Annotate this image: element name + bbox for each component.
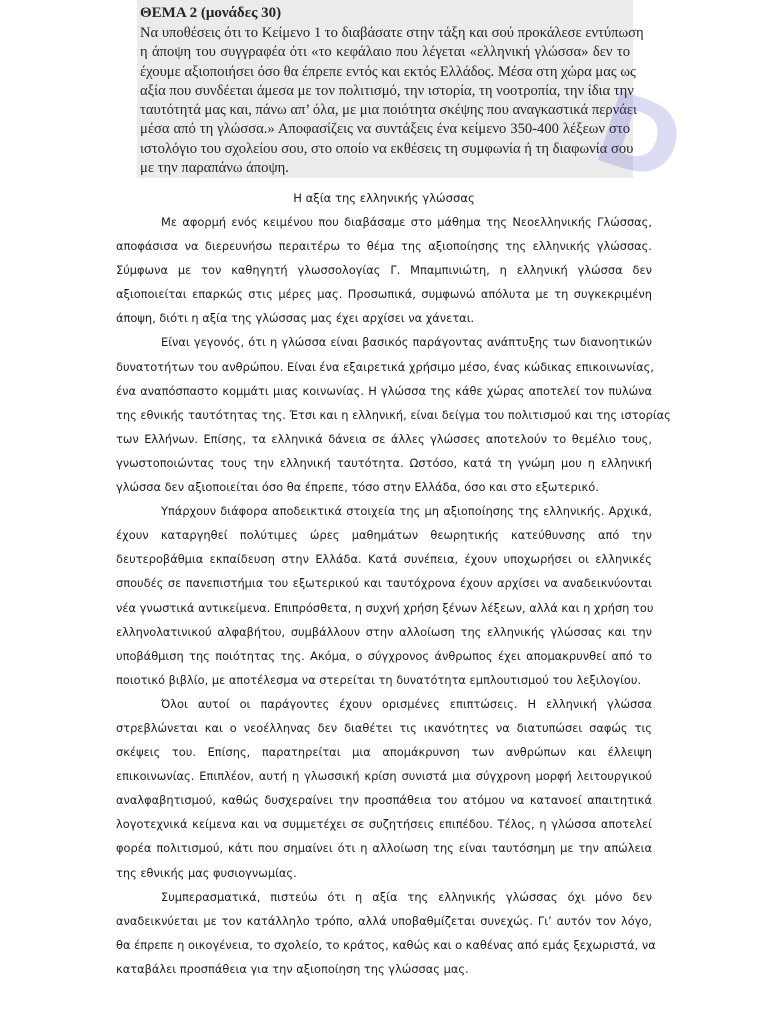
essay-line: Όλοι αυτοί οι παράγοντες έχουν ορισμένες επιπτώσεις. Η ελληνική γλώσσα xyxy=(161,696,652,711)
essay-line: θα έπρεπε η οικογένεια, το σχολείο, το κράτος, καθώς και ο καθένας από εμάς ξεχωριστά, να xyxy=(116,937,656,952)
essay-line: Με αφορμή ενός κειμένου που διαβάσαμε στο μάθημα της Νεοελληνικής Γλώσσας, xyxy=(161,215,652,229)
essay-line: Συμπερασματικά, πιστεύω ότι η αξία της ελληνικής γλώσσας όχι μόνο δεν xyxy=(161,889,652,904)
essay-paragraph-2 xyxy=(116,330,671,499)
prompt-line: ιστολόγιο του σχολείου σου, στο οποίο να εκθέσεις τη συμφωνία ή τη διαφωνία σου xyxy=(140,140,634,157)
prompt-line: μέσα από τη γλώσσα.» Αποφασίζεις να συντάξεις ένα κείμενο 350-400 λέξεων στο xyxy=(140,121,630,138)
essay-paragraph-3 xyxy=(116,499,652,692)
essay-line: νέα γνωστικά αντικείμενα. Επιπρόσθετα, η συχνή χρήση ξένων λέξεων, αλλά και η χρήση του xyxy=(116,600,654,615)
essay-line: αναδεικνύεται με τον κατάλληλο τρόπο, αλλά υποβαθμίζεται συνεχώς. Γι’ αυτόν τον λόγο, xyxy=(116,913,652,928)
watermark-mark: D xyxy=(581,68,697,206)
essay-line: δευτεροβάθμια εκπαίδευση στην Ελλάδα. Κατά συνέπεια, έχουν υποχωρήσει οι ελληνικές xyxy=(116,552,652,567)
essay-paragraph-4 xyxy=(116,692,652,885)
essay-line: Είναι γεγονός, ότι η γλώσσα είναι βασικός παράγοντας ανάπτυξης των διανοητικών xyxy=(161,335,652,350)
essay-line: των Ελλήνων. Επίσης, τα ελληνικά δάνεια σε άλλες γλώσσες αποτελούν το θεμέλιο τους, xyxy=(116,431,652,446)
essay-line: της εθνικής μας φυσιογνωμίας. xyxy=(116,865,297,880)
essay-line: γνωστοποιώντας τους την ελληνική ταυτότητα. Ωστόσο, κατά τη γνώμη μου η ελληνική xyxy=(116,455,652,470)
essay-line: ελληνολατινικού αλφαβήτου, συμβάλλουν στην αλλοίωση της ελληνικής γλώσσας και την xyxy=(116,624,652,639)
essay-line: Υπάρχουν διάφορα αποδεικτικά στοιχεία της μη αξιοποίησης της ελληνικής. Αρχικά, xyxy=(161,504,652,519)
essay-line: ένα αναπόσπαστο κομμάτι μιας κοινωνίας. Η γλώσσα της κάθε χώρας αποτελεί τον πυλώνα xyxy=(116,383,652,398)
essay-line: υποβάθμιση της ποιότητας της. Ακόμα, ο σύγχρονος άνθρωπος έχει απομακρυνθεί από το xyxy=(116,648,652,663)
prompt-line: η άποψη του συγγραφέα ότι «το κεφάλαιο που λέγεται «ελληνική γλώσσα» δεν το xyxy=(140,44,630,61)
essay-line: αποφάσισα να διερευνήσω περαιτέρω το θέμα της αξιοποίησης της ελληνικής γλώσσας. xyxy=(116,239,652,254)
essay-title: Η αξία της ελληνικής γλώσσας xyxy=(293,191,475,205)
essay-line: Σύμφωνα με τον καθηγητή γλωσσολογίας Γ. Μπαμπινιώτη, η ελληνική γλώσσα δεν xyxy=(116,263,652,278)
essay-line: φορέα πολιτισμού, κάτι που σημαίνει ότι η αλλοίωση της είναι ταυτόσημη με την απώλεια xyxy=(116,841,652,856)
prompt-line: ταυτότητά μας και, πάνω απ’ όλα, με μια ποιότητα σκέψης που αναγκαστικά περνάει xyxy=(140,102,637,119)
essay xyxy=(116,186,671,981)
essay-line: λογοτεχνικά κείμενα και να συμμετέχει σε συζητήσεις επιπέδου. Τέλος, η γλώσσα αποτελεί xyxy=(116,817,652,832)
prompt-line: έχουμε αξιοποιήσει όσο θα έπρεπε εντός και εκτός Ελλάδος. Μέσα στη χώρα μας ως xyxy=(140,63,636,80)
prompt-title: ΘΕΜΑ 2 (μονάδες 30) xyxy=(140,5,282,21)
essay-line: σπουδές σε πανεπιστήμια του εξωτερικού και ταυτόχρονα έχουν αρχίσει να αναδεικνύονται xyxy=(116,576,652,591)
essay-paragraph-5 xyxy=(116,885,656,981)
essay-line: σκέψεις του. Επίσης, παρατηρείται μια απομάκρυνση των ανθρώπων και έλλειψη xyxy=(116,745,652,760)
prompt-line: με την παραπάνω άποψη. xyxy=(140,160,289,177)
essay-line: επικοινωνίας. Επιπλέον, αυτή η γλωσσική κρίση συνιστά μια σύγχρονη μορφή λειτουργικού xyxy=(116,769,652,784)
essay-line: αναλφαβητισμού, καθώς δυσχεραίνει την προσπάθεια του ατόμου να κατανοεί απαιτητικά xyxy=(116,793,652,808)
essay-line: στρεβλώνεται και ο νεοέλληνας δεν διαθέτει τις ικανότητες να διατυπώσει σαφώς τις xyxy=(116,720,652,735)
essay-paragraph-1 xyxy=(116,210,652,330)
essay-line: γλώσσα δεν αξιοποιείται όσο θα έπρεπε, τόσο στην Ελλάδα, όσο και στο εξωτερικό. xyxy=(116,480,599,495)
prompt-line: Να υποθέσεις ότι το Κείμενο 1 το διαβάσατε στην τάξη και σού προκάλεσε εντύπωση xyxy=(140,25,644,41)
prompt-line: αξία που συνδέεται άμεσα με τον πολιτισμό, την ιστορία, τη νοοτροπία, την ίδια την xyxy=(140,82,634,99)
essay-line: ποιοτικό βιβλίο, με αποτέλεσμα να στερείται τη δυνατότητα εμπλουτισμού του λεξιλογίου. xyxy=(116,672,642,687)
assignment-prompt-text xyxy=(140,2,644,178)
essay-line: καταβάλει προσπάθεια για την αξιοποίηση της γλώσσας μας. xyxy=(116,961,469,976)
essay-line: έχουν καταργηθεί πολύτιμες ώρες μαθημάτων θεωρητικής κατεύθυνσης από την xyxy=(116,528,652,543)
essay-line: άποψη, διότι η αξία της γλώσσας μας έχει αρχίσει να χάνεται. xyxy=(116,311,475,326)
essay-line: δυνατοτήτων του ανθρώπου. Είναι ένα εξαιρετικά χρήσιμο μέσο, ένας κώδικας επικοινωνίας, xyxy=(116,359,654,374)
essay-line: αξιοποιείται επαρκώς στις μέρες μας. Προσωπικά, συμφωνώ απόλυτα με τη συγκεκριμένη xyxy=(116,287,652,302)
essay-line: της εθνικής ταυτότητας της. Έτσι και η ελληνική, είναι δείγμα του πολιτισμού και της ιστορίας xyxy=(116,407,671,422)
